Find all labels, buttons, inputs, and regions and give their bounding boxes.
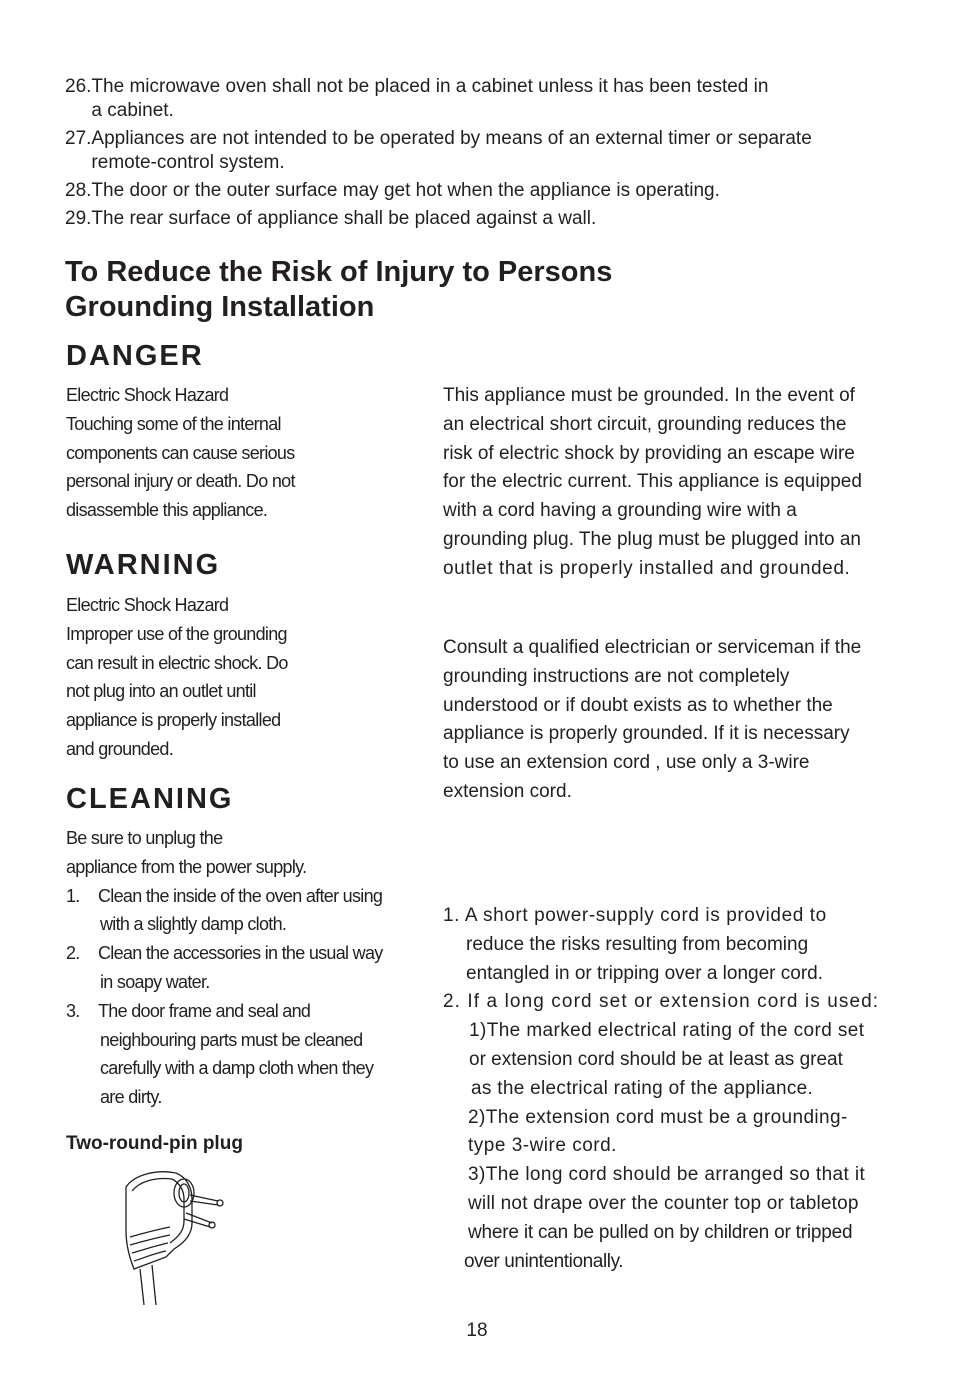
cleaning-step — [66, 882, 426, 940]
grounding-paragraph — [443, 382, 903, 584]
grounding-line: for the electric current. This appliance is equipped — [443, 471, 862, 493]
consult-paragraph — [443, 634, 903, 807]
two-round-pin-plug-icon — [112, 1165, 232, 1305]
cleaning-title: CLEANING — [66, 783, 234, 815]
warning-text — [66, 591, 416, 764]
step-number: 2. — [66, 943, 80, 964]
cord-line: 1)The marked electrical rating of the cord set — [469, 1020, 865, 1042]
warning-title: WARNING — [66, 549, 221, 581]
step-text: Clean the inside of the oven after using — [98, 885, 383, 906]
grounding-line: an electrical short circuit, grounding reduces the — [443, 413, 847, 435]
cord-line: or extension cord should be at least as great — [469, 1048, 843, 1070]
step-text-cont: in soapy water. — [100, 971, 210, 992]
warning-line: and grounded. — [66, 738, 174, 759]
danger-line: disassemble this appliance. — [66, 500, 268, 521]
list-item — [65, 207, 905, 231]
cord-line: as the electrical rating of the appliance. — [471, 1077, 814, 1099]
item-text: Appliances are not intended to be operated by means of an external timer or separate — [91, 128, 812, 149]
warning-line: can result in electric shock. Do — [66, 652, 288, 673]
warning-line: appliance is properly installed — [66, 710, 281, 731]
item-number: 28. — [65, 180, 92, 201]
grounding-line: risk of electric shock by providing an escape wire — [443, 442, 855, 464]
danger-title: DANGER — [66, 340, 204, 372]
consult-line: Consult a qualified electrician or serviceman if the — [443, 637, 862, 658]
consult-line: grounding instructions are not completely — [443, 665, 790, 687]
cord-line: type 3-wire cord. — [468, 1135, 617, 1157]
step-text: Clean the accessories in the usual way — [98, 943, 383, 964]
top-instruction-list — [65, 75, 905, 235]
step-text-cont: carefully with a damp cloth when they — [100, 1058, 374, 1079]
danger-line: Electric Shock Hazard — [66, 385, 229, 405]
heading-line-1: To Reduce the Risk of Injury to Persons — [65, 256, 613, 288]
item-text-cont: a cabinet. — [91, 100, 174, 121]
cord-list — [443, 902, 903, 1276]
danger-line: Touching some of the internal — [66, 413, 281, 434]
consult-line: appliance is properly grounded. If it is necessary — [443, 723, 850, 745]
grounding-line: outlet that is properly installed and grounded. — [443, 557, 851, 579]
cord-line: 2)The extension cord must be a grounding- — [468, 1106, 848, 1128]
step-text-cont: are dirty. — [100, 1087, 162, 1108]
list-item — [65, 127, 905, 175]
step-text-cont: neighbouring parts must be cleaned — [100, 1029, 363, 1050]
warning-line: Improper use of the grounding — [66, 623, 287, 644]
item-text: The door or the outer surface may get hot when the appliance is operating. — [91, 180, 720, 201]
list-item — [65, 75, 905, 123]
consult-line: extension cord. — [443, 780, 572, 802]
list-item — [65, 179, 905, 203]
danger-line: components can cause serious — [66, 442, 295, 463]
item-text: The microwave oven shall not be placed in a cabinet unless it has been tested in — [91, 76, 769, 97]
cleaning-text — [66, 824, 426, 1112]
page-heading — [65, 255, 612, 325]
consult-line: to use an extension cord , use only a 3-wire — [443, 752, 810, 774]
cord-line: entangled in or tripping over a longer cord. — [466, 962, 824, 984]
item-number: 26. — [65, 76, 92, 97]
cord-line: 3)The long cord should be arranged so that it — [468, 1164, 866, 1186]
cord-line: reduce the risks resulting from becoming — [466, 933, 809, 955]
cleaning-step — [66, 939, 426, 997]
danger-line: personal injury or death. Do not — [66, 471, 295, 492]
cord-line: over unintentionally. — [464, 1250, 624, 1272]
consult-line: understood or if doubt exists as to whether the — [443, 694, 833, 716]
step-number: 3. — [66, 1000, 80, 1021]
cord-line: 2. If a long cord set or extension cord is used: — [443, 991, 880, 1013]
cleaning-intro-line: appliance from the power supply. — [66, 856, 307, 877]
cord-line: will not drape over the counter top or tabletop — [468, 1192, 859, 1214]
grounding-line: This appliance must be grounded. In the event of — [443, 385, 855, 406]
step-text-cont: with a slightly damp cloth. — [100, 914, 287, 935]
item-text: The rear surface of appliance shall be placed against a wall. — [91, 208, 597, 229]
cord-line: where it can be pulled on by children or tripped — [468, 1221, 853, 1243]
grounding-line: with a cord having a grounding wire with a — [443, 500, 797, 522]
item-number: 29. — [65, 208, 92, 229]
item-text-cont: remote-control system. — [91, 152, 285, 173]
warning-line: not plug into an outlet until — [66, 681, 256, 702]
cleaning-step — [66, 997, 426, 1112]
step-number: 1. — [66, 885, 80, 906]
plug-label: Two-round-pin plug — [66, 1133, 243, 1154]
danger-text — [66, 381, 416, 525]
cord-line: 1. A short power-supply cord is provided to — [443, 905, 827, 926]
step-text: The door frame and seal and — [98, 1000, 311, 1021]
heading-line-2: Grounding Installation — [65, 291, 375, 323]
item-number: 27. — [65, 128, 92, 149]
grounding-line: grounding plug. The plug must be plugged into an — [443, 528, 861, 550]
page-number: 18 — [466, 1320, 488, 1341]
cleaning-intro-line: Be sure to unplug the — [66, 828, 223, 848]
warning-line: Electric Shock Hazard — [66, 595, 229, 615]
